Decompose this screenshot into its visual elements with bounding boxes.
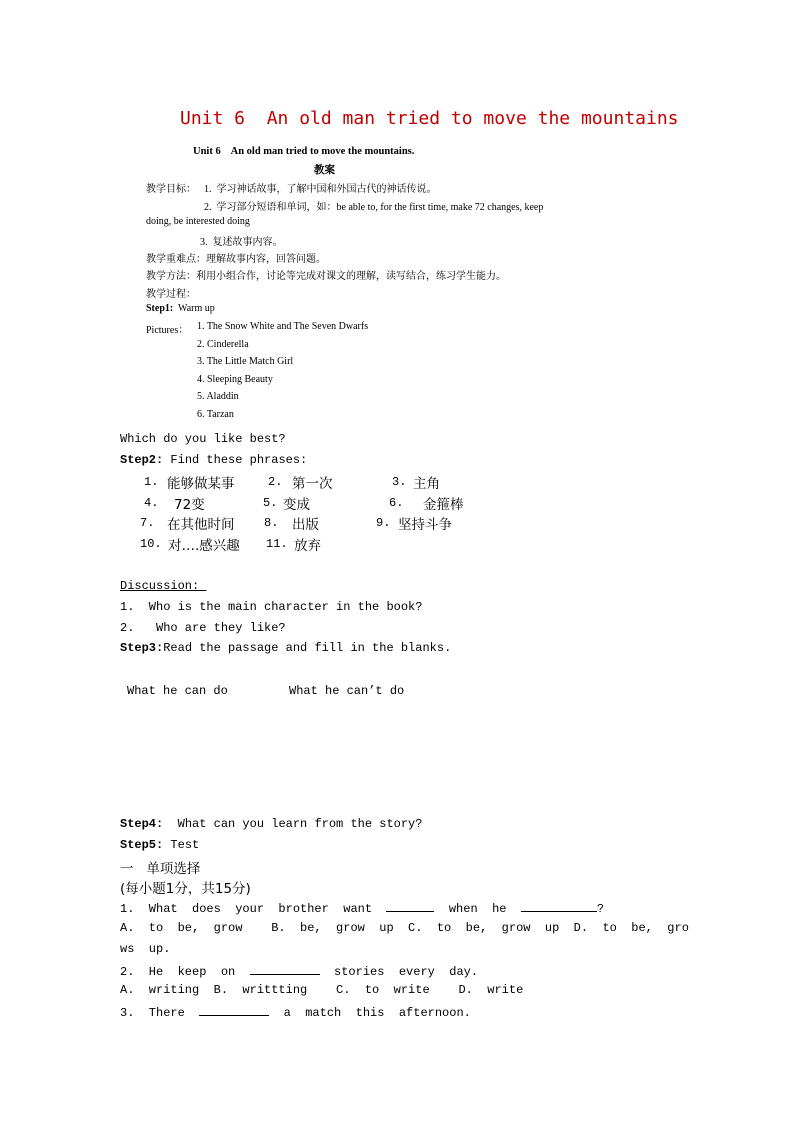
phrase-num: 4. bbox=[144, 496, 159, 510]
step2-text: Find these phrases: bbox=[163, 453, 308, 467]
lesson-subtitle: Unit 6 An old man tried to move the mountains. bbox=[193, 146, 415, 157]
test-q1-options: A. to be, grow B. be, grow up C. to be, grow up D. to be, gro bbox=[120, 921, 689, 935]
phrase-text: 在其他时间 bbox=[167, 517, 235, 533]
picture-item: 4. Sleeping Beauty bbox=[197, 374, 273, 385]
goal-item-3: 3. 复述故事内容。 bbox=[200, 237, 283, 248]
step4-label: Step4: bbox=[120, 817, 164, 831]
phrase-num: 9. bbox=[376, 516, 391, 530]
test-q2-part-b: stories every day. bbox=[334, 965, 479, 979]
phrase-num: 10. bbox=[140, 537, 162, 551]
test-q3 bbox=[120, 1004, 471, 1020]
step3-label: Step3: bbox=[120, 641, 164, 655]
test-q3-part-b: a match this afternoon. bbox=[283, 1006, 471, 1020]
picture-item: 2. Cinderella bbox=[197, 339, 249, 350]
teaching-process: 教学过程： bbox=[146, 289, 196, 300]
phrase-num: 6. bbox=[389, 496, 404, 510]
test-q1-part-b: when he bbox=[448, 902, 507, 916]
step3 bbox=[120, 641, 451, 655]
phrase-text: 变成 bbox=[283, 497, 310, 513]
phrase-text: 第一次 bbox=[292, 476, 333, 492]
picture-item: 3. The Little Match Girl bbox=[197, 356, 294, 367]
picture-item: 6. Tarzan bbox=[197, 409, 234, 420]
answer-blank[interactable] bbox=[521, 900, 597, 912]
step4 bbox=[120, 817, 422, 831]
discussion-q2: 2. Who are they like? bbox=[120, 621, 286, 635]
phrase-num: 1. bbox=[144, 475, 159, 489]
test-q2-part-a: 2. He keep on bbox=[120, 965, 236, 979]
test-q2-options: A. writing B. writtting C. to write D. write bbox=[120, 983, 524, 997]
phrase-text: 72变 bbox=[174, 497, 205, 513]
test-section: 一 单项选择 bbox=[120, 861, 201, 877]
test-q2 bbox=[120, 963, 478, 979]
phrase-text: 对….感兴趣 bbox=[168, 538, 240, 554]
test-scoring: (每小题1分，共15分) bbox=[120, 881, 251, 897]
teaching-method: 教学方法：利用小组合作，讨论等完成对课文的理解，读写结合，练习学生能力。 bbox=[146, 271, 506, 282]
lesson-heading: 教案 bbox=[314, 165, 335, 176]
table-header-can: What he can do bbox=[127, 684, 228, 698]
goal-item-2: 2. 学习部分短语和单词，如：be able to, for the first time, make 72 changes, keep bbox=[204, 202, 544, 213]
phrase-text: 坚持斗争 bbox=[398, 517, 452, 533]
step5-label: Step5: bbox=[120, 838, 164, 852]
test-q1 bbox=[120, 900, 604, 916]
phrase-num: 7. bbox=[140, 516, 155, 530]
test-q1-part-c: ? bbox=[596, 902, 605, 916]
phrase-text: 能够做某事 bbox=[167, 476, 235, 492]
step1 bbox=[146, 303, 215, 314]
step1-text: Warm up bbox=[173, 303, 215, 314]
document-title: Unit 6 An old man tried to move the mountains bbox=[180, 108, 679, 129]
discussion-label: Discussion: bbox=[120, 579, 207, 593]
phrase-num: 5. bbox=[263, 496, 278, 510]
phrase-num: 2. bbox=[268, 475, 283, 489]
goal-item-1: 1. 学习神话故事，了解中国和外国古代的神话传说。 bbox=[204, 184, 437, 195]
step4-text: What can you learn from the story? bbox=[163, 817, 423, 831]
which-best: Which do you like best? bbox=[120, 432, 286, 446]
goals-label: 教学目标： bbox=[146, 184, 196, 195]
picture-item: 5. Aladdin bbox=[197, 391, 239, 402]
answer-blank[interactable] bbox=[199, 1004, 269, 1016]
step2 bbox=[120, 453, 307, 467]
answer-blank[interactable] bbox=[386, 900, 434, 912]
phrase-text: 出版 bbox=[292, 517, 319, 533]
goal-item-2-cont: doing, be interested doing bbox=[146, 216, 250, 227]
step2-label: Step2: bbox=[120, 453, 164, 467]
discussion-q1: 1. Who is the main character in the book? bbox=[120, 600, 423, 614]
phrase-text: 放弃 bbox=[294, 538, 321, 554]
step3-text: Read the passage and fill in the blanks. bbox=[163, 641, 452, 655]
answer-blank[interactable] bbox=[250, 963, 320, 975]
test-q1-part-a: 1. What does your brother want bbox=[120, 902, 373, 916]
test-q1-options-cont: ws up. bbox=[120, 942, 171, 956]
pictures-label: Pictures： bbox=[146, 325, 189, 336]
step5-text: Test bbox=[163, 838, 200, 852]
phrase-text: 金箍棒 bbox=[423, 497, 464, 513]
phrase-num: 8. bbox=[264, 516, 279, 530]
phrase-text: 主角 bbox=[413, 476, 440, 492]
table-header-cant: What he can’t do bbox=[289, 684, 405, 698]
key-points: 教学重难点：理解故事内容，回答问题。 bbox=[146, 254, 326, 265]
phrase-num: 11. bbox=[266, 537, 288, 551]
picture-item: 1. The Snow White and The Seven Dwarfs bbox=[197, 321, 369, 332]
phrase-num: 3. bbox=[392, 475, 407, 489]
test-q3-part-a: 3. There bbox=[120, 1006, 185, 1020]
step1-label: Step1: bbox=[146, 303, 174, 314]
step5 bbox=[120, 838, 199, 852]
